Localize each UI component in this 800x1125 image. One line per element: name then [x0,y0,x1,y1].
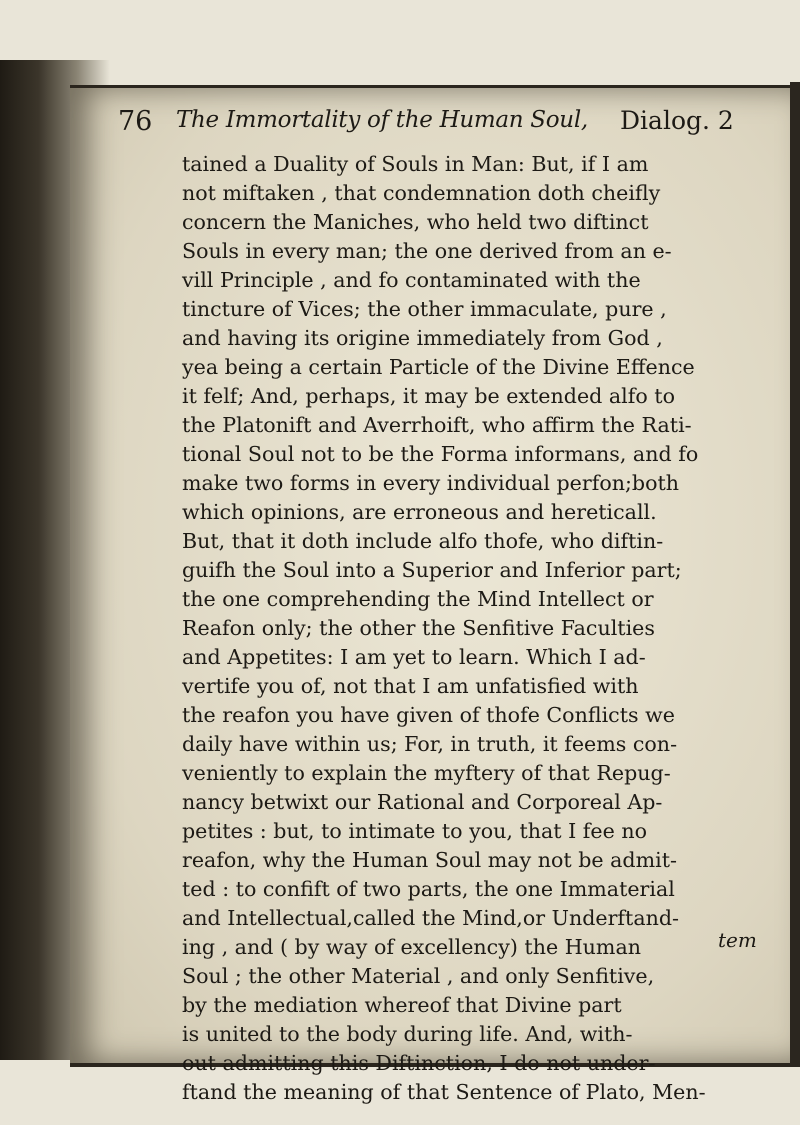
text-line: tional Soul not to be the Forma informans, and fo [182,442,699,466]
text-line: Reafon only; the other the Senfitive Faculties [182,616,655,640]
text-line: Souls in every man; the one derived from an e- [182,239,672,263]
text-line: reafon, why the Human Soul may not be admit- [182,848,677,872]
text-line: concern the Maniches, who held two diftinct [182,210,649,234]
page-header [118,106,768,146]
text-line: not miftaken , that condemnation doth cheifly [182,181,661,205]
text-line: nancy betwixt our Rational and Corporeal Ap- [182,790,663,814]
text-line: and having its origine immediately from God , [182,326,663,350]
text-line: out admitting this Diftinction, I do not under- [182,1051,656,1075]
dialog-label: Dialog. 2 [620,106,734,135]
text-line: veniently to explain the myftery of that Repug- [182,761,671,785]
text-line: yea being a certain Particle of the Divine Effence [182,355,695,379]
text-line: ftand the meaning of that Sentence of Plato, Men- [182,1080,706,1104]
text-line: it felf; And, perhaps, it may be extended alfo to [182,384,675,408]
text-line: the reafon you have given of thofe Conflicts we [182,703,675,727]
book-page [70,85,792,1104]
text-line: ing , and ( by way of excellency) the Human [182,935,641,959]
text-line: tained a Duality of Souls in Man: But, if I am [182,152,649,176]
text-line: vertife you of, not that I am unfatisfied with [182,674,639,698]
text-line: tincture of Vices; the other immaculate, pure , [182,297,667,321]
text-line: guifh the Soul into a Superior and Inferior part; [182,558,682,582]
body-text [182,150,778,1107]
text-line: ted : to confift of two parts, the one Immaterial [182,877,675,901]
text-line: Soul ; the other Material , and only Senfitive, [182,964,655,988]
page-edge-shadow [790,82,800,1067]
running-title: The Immortality of the Human Soul, [176,107,588,133]
catchword: tem [718,928,757,952]
text-line: and Intellectual,called the Mind,or Underftand- [182,906,680,930]
text-line: which opinions, are erroneous and hereticall. [182,500,657,524]
text-line: But, that it doth include alfo thofe, who diftin- [182,529,664,553]
text-line: the Platonift and Averrhoift, who affirm the Rati- [182,413,692,437]
text-line: petites : but, to intimate to you, that I fee no [182,819,647,843]
text-line: is united to the body during life. And, with- [182,1022,633,1046]
text-line: the one comprehending the Mind Intellect or [182,587,654,611]
text-line: make two forms in every individual perfon;both [182,471,680,495]
text-line: and Appetites: I am yet to learn. Which I ad- [182,645,646,669]
page-number: 76 [118,106,153,137]
text-line: by the mediation whereof that Divine part [182,993,622,1017]
text-line: vill Principle , and fo contaminated with the [182,268,641,292]
text-line: daily have within us; For, in truth, it feems con- [182,732,678,756]
